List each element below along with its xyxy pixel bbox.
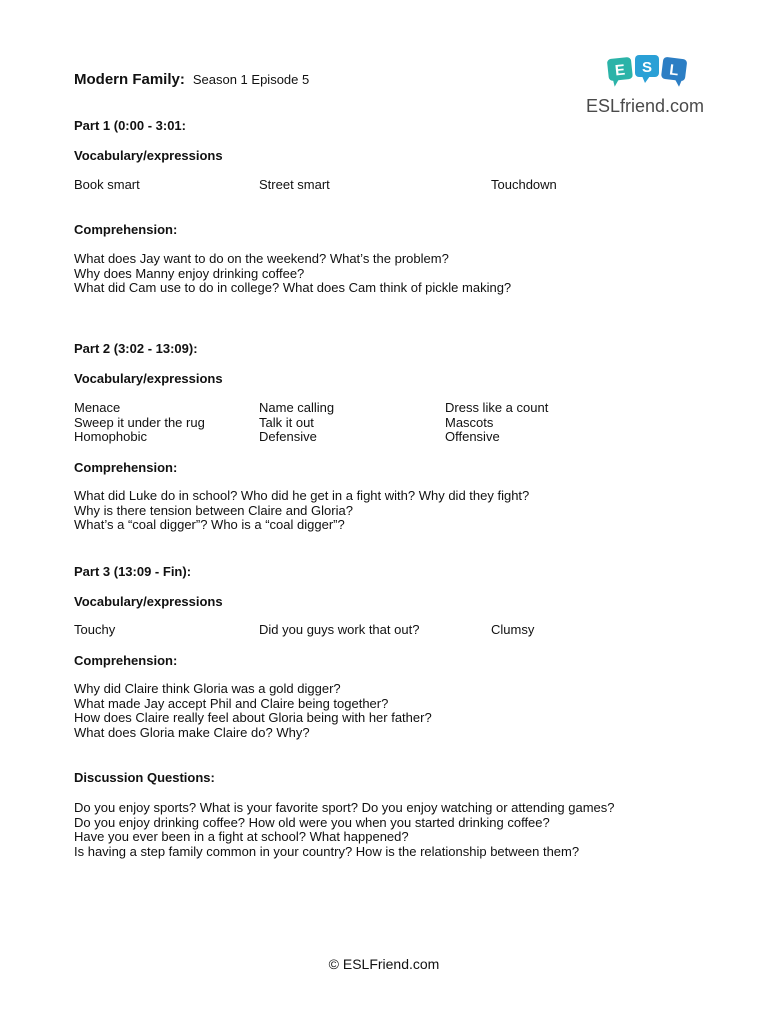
question-line: Have you ever been in a fight at school? What happened? — [74, 829, 409, 844]
logo-site-name: ESLfriend.com — [586, 96, 705, 116]
part3-vocab-heading: Vocabulary/expressions — [74, 594, 223, 609]
part3-heading: Part 3 (13:09 - Fin): — [74, 564, 192, 579]
vocab-item: Dress like a count — [445, 400, 549, 415]
part1-questions — [74, 252, 511, 296]
question-line: Why did Claire think Gloria was a gold digger? — [74, 681, 341, 696]
part1-vocab-item: Street smart — [259, 177, 330, 192]
part1-heading: Part 1 (0:00 - 3:01: — [74, 118, 186, 133]
vocab-item: Offensive — [445, 429, 500, 444]
part2-vocab-heading: Vocabulary/expressions — [74, 371, 223, 386]
logo-letter-l: L — [668, 61, 680, 80]
discussion-heading: Discussion Questions: — [74, 770, 215, 785]
part3-vocab-item: Did you guys work that out? — [259, 622, 420, 637]
question-line: What’s a “coal digger”? Who is a “coal digger”? — [74, 517, 345, 532]
question-line: Do you enjoy sports? What is your favorite sport? Do you enjoy watching or attending games? — [74, 800, 615, 815]
vocab-item: Name calling — [259, 400, 335, 415]
question-line: Do you enjoy drinking coffee? How old were you when you started drinking coffee? — [74, 814, 550, 830]
part2-questions — [74, 489, 529, 533]
question-line: Why does Manny enjoy drinking coffee? — [74, 265, 305, 281]
part1-comprehension-heading: Comprehension: — [74, 222, 178, 237]
vocab-item: Menace — [74, 400, 121, 415]
question-line: What did Cam use to do in college? What does Cam think of pickle making? — [74, 280, 512, 295]
part2-vocab-column-2 — [259, 401, 334, 445]
part1-vocab-item: Touchdown — [491, 177, 557, 192]
logo-letter-s: S — [641, 59, 653, 76]
question-line: What does Jay want to do on the weekend? What’s the problem? — [74, 251, 449, 266]
part3-comprehension-heading: Comprehension: — [74, 653, 178, 668]
question-line: What did Luke do in school? Who did he get in a fight with? Why did they fight? — [74, 488, 530, 503]
vocab-item: Defensive — [259, 429, 317, 444]
esl-logo — [586, 52, 712, 116]
part1-vocab-heading: Vocabulary/expressions — [74, 148, 223, 163]
esl-speech-bubbles-icon — [606, 52, 690, 92]
vocab-item: Talk it out — [259, 414, 314, 430]
part3-vocab-item: Touchy — [74, 622, 116, 637]
part2-heading: Part 2 (3:02 - 13:09): — [74, 341, 198, 356]
question-line: What does Gloria make Claire do? Why? — [74, 724, 310, 740]
question-line: How does Claire really feel about Gloria being with her father? — [74, 710, 432, 725]
vocab-item: Mascots — [445, 414, 494, 430]
question-line: What made Jay accept Phil and Claire being together? — [74, 695, 389, 711]
part1-vocab-item: Book smart — [74, 177, 140, 192]
part3-vocab-item: Clumsy — [491, 622, 535, 637]
part2-vocab-column-1 — [74, 401, 205, 445]
vocab-item: Sweep it under the rug — [74, 414, 205, 430]
document-title — [74, 71, 309, 89]
vocab-item: Homophobic — [74, 429, 147, 444]
question-line: Is having a step family common in your country? How is the relationship between them? — [74, 843, 580, 859]
show-title: Modern Family: — [74, 71, 185, 88]
episode-subtitle: Season 1 Episode 5 — [192, 72, 310, 87]
copyright-footer: © ESLFriend.com — [328, 956, 440, 972]
question-line: Why is there tension between Claire and Gloria? — [74, 502, 353, 518]
logo-letter-e: E — [614, 61, 626, 80]
discussion-questions — [74, 801, 615, 859]
part2-vocab-column-3 — [445, 401, 548, 445]
part2-comprehension-heading: Comprehension: — [74, 460, 178, 475]
part3-questions — [74, 682, 432, 740]
